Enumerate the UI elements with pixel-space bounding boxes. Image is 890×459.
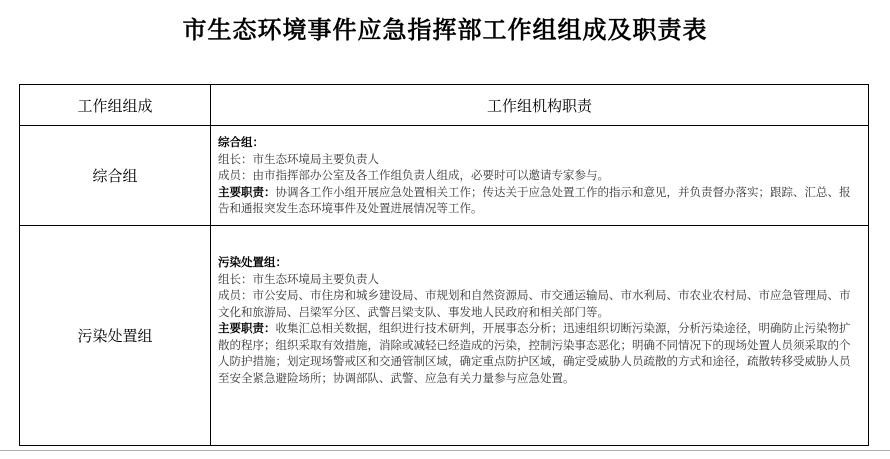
duty-label: 主要职责： <box>218 184 276 199</box>
table-header-row <box>20 85 869 126</box>
group-heading: 综合组： <box>218 135 264 149</box>
group-name-cell: 综合组 <box>20 126 211 226</box>
group-name-cell: 污染处置组 <box>20 226 211 446</box>
group-duties <box>218 320 860 386</box>
group-duties <box>218 184 860 217</box>
page-bottom-divider <box>0 450 890 451</box>
group-leader: 组长：市生态环境局主要负责人 <box>218 151 379 166</box>
group-leader: 组长：市生态环境局主要负责人 <box>218 271 379 286</box>
header-group-composition: 工作组组成 <box>20 85 211 126</box>
duty-text: 收集汇总相关数据，组织进行技术研判，开展事态分析；迅速组织切断污染源，分析污染途径，明确防止污染物扩散的程序；组织采取有效措施，消除或减轻已经造成的污染，控制污染事态恶化；明确不同情况下的现场处置人员须采取的个人防护措施；划定现场警戒区和交通管制区域，确定重点防护区域，确定受威胁人员疏散的方式和途径，疏散转移受威胁人员至安全紧急避险场所；协调部队、武警、应急有关力量参与应急处置。 <box>218 321 851 385</box>
header-group-duties: 工作组机构职责 <box>211 85 869 126</box>
table-row <box>20 126 869 226</box>
group-members: 成员：由市指挥部办公室及各工作组负责人组成，必要时可以邀请专家参与。 <box>218 168 609 182</box>
responsibility-table <box>19 84 869 446</box>
table-row <box>20 226 869 446</box>
group-duty-cell <box>211 226 869 446</box>
group-members: 成员：市公安局、市住房和城乡建设局、市规划和自然资源局、市交通运输局、市水利局、市农业农村局、市应急管理局、市文化和旅游局、吕梁军分区、武警吕梁支队、事发地人民政府和相关部门等。 <box>218 288 851 319</box>
duty-label: 主要职责： <box>218 321 276 335</box>
duty-text: 协调各工作小组开展应急处置相关工作；传达关于应急处置工作的指示和意见，并负责督办落实；跟踪、汇总、报告和通报突发生态环境事件及处置进展情况等工作。 <box>218 184 851 215</box>
group-heading: 污染处置组： <box>218 255 287 269</box>
group-duty-cell <box>211 126 869 226</box>
document-title: 市生态环境事件应急指挥部工作组组成及职责表 <box>182 15 708 44</box>
